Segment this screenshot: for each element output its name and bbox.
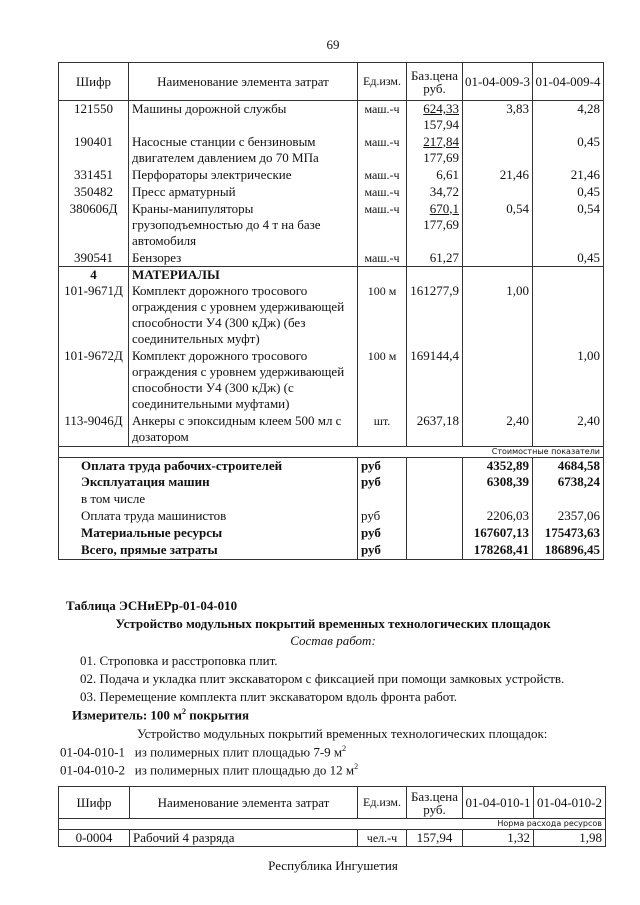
row-price bbox=[407, 413, 463, 446]
row-value-1 bbox=[463, 283, 533, 348]
text-line: 161277,9 bbox=[410, 283, 459, 298]
row-name bbox=[129, 184, 358, 201]
text-line: Комплект дорожного тросового bbox=[132, 283, 308, 298]
summary-value-2 bbox=[533, 474, 604, 491]
row-unit bbox=[358, 167, 407, 184]
row-code bbox=[59, 413, 129, 446]
section-title: Устройство модульных покрытий временных технологических площадок bbox=[115, 616, 551, 631]
empty-cell bbox=[407, 267, 463, 284]
row-price bbox=[407, 134, 463, 167]
summary-row bbox=[59, 491, 604, 508]
text-line: Перфораторы электрические bbox=[132, 166, 292, 182]
text-line: 100 м bbox=[367, 284, 397, 298]
summary-value-1 bbox=[463, 542, 533, 559]
summary-row bbox=[59, 525, 604, 542]
text-line: ограждения с уровнем удерживающей bbox=[132, 299, 345, 314]
row-value-2 bbox=[533, 167, 604, 184]
summary-value-1 bbox=[463, 457, 533, 474]
header-col1: 01-04-009-3 bbox=[463, 63, 533, 101]
summary-label bbox=[59, 542, 358, 559]
row-value-2: 1,98 bbox=[534, 830, 606, 847]
resources-table-01-04-009 bbox=[58, 62, 604, 560]
text-line: 6,61 bbox=[436, 166, 459, 182]
text-line: 670,1 bbox=[429, 200, 459, 216]
summary-row bbox=[59, 542, 604, 559]
text-line: Машины дорожной службы bbox=[132, 101, 287, 116]
row-code bbox=[59, 167, 129, 184]
row-unit bbox=[358, 184, 407, 201]
row-name bbox=[129, 250, 358, 267]
text-line: 3,83 bbox=[506, 101, 529, 116]
summary-row bbox=[59, 457, 604, 474]
header-col2: 01-04-009-4 bbox=[533, 63, 604, 101]
summary-row bbox=[59, 474, 604, 491]
row-price bbox=[407, 250, 463, 267]
text-line: соединительными муфтами) bbox=[132, 396, 290, 411]
row-unit: чел.-ч bbox=[358, 830, 407, 847]
summary-label bbox=[59, 491, 358, 508]
row-unit bbox=[358, 283, 407, 348]
text-line: 4,28 bbox=[577, 101, 600, 116]
summary-label bbox=[59, 525, 358, 542]
row-value-2 bbox=[533, 413, 604, 446]
summary-row bbox=[59, 508, 604, 525]
norm-label: Норма расхода ресурсов bbox=[59, 819, 606, 830]
row-value-1 bbox=[463, 201, 533, 250]
row-value-1 bbox=[463, 250, 533, 267]
text-line: маш.-ч bbox=[364, 102, 400, 116]
row-unit bbox=[358, 413, 407, 446]
text-line: 21,46 bbox=[499, 166, 529, 182]
text-line: 6308,39 bbox=[486, 474, 529, 489]
summary-unit bbox=[358, 542, 407, 559]
text-line: 121550 bbox=[74, 101, 113, 116]
works-heading: Состав работ: bbox=[290, 633, 376, 648]
text-line: 2,40 bbox=[506, 413, 529, 428]
row-unit bbox=[358, 250, 407, 267]
text-line: соединительных муфт) bbox=[132, 331, 260, 346]
summary-value-2 bbox=[533, 457, 604, 474]
row-value-1 bbox=[463, 184, 533, 201]
header-price: Баз.цена руб. bbox=[407, 63, 463, 101]
meter: Измеритель: 100 $м^2$ покрытия bbox=[72, 707, 250, 723]
summary-value-2 bbox=[533, 508, 604, 525]
text-line: 0,45 bbox=[577, 133, 600, 149]
row-price: 157,94 bbox=[407, 830, 463, 847]
row-code: 0-0004 bbox=[59, 830, 130, 847]
text-line: 1,00 bbox=[577, 348, 600, 363]
table-row bbox=[59, 134, 604, 167]
text-line: 331451 bbox=[74, 166, 113, 182]
summary-unit bbox=[358, 457, 407, 474]
text-line: в том числе bbox=[81, 491, 146, 506]
text-line: способности У4 (300 кДж) (с bbox=[132, 380, 294, 395]
text-line: шт. bbox=[373, 414, 391, 428]
empty-cell bbox=[533, 267, 604, 284]
empty-cell bbox=[407, 525, 463, 542]
summary-unit bbox=[358, 474, 407, 491]
row-value-1 bbox=[463, 413, 533, 446]
text-line: грузоподъемностью до 4 т на базе bbox=[132, 216, 321, 232]
text-line: руб bbox=[361, 474, 381, 489]
row-code bbox=[59, 184, 129, 201]
header-code: Шифр bbox=[59, 63, 129, 101]
page-number: 69 bbox=[326, 37, 340, 52]
row-value-2 bbox=[533, 201, 604, 250]
row-code bbox=[59, 134, 129, 167]
row-value-1 bbox=[463, 348, 533, 413]
empty-cell bbox=[407, 508, 463, 525]
row-value-1: 1,32 bbox=[463, 830, 534, 847]
text-line: 100 м bbox=[367, 349, 397, 363]
text-line: Материальные ресурсы bbox=[81, 525, 223, 540]
text-line: 61,27 bbox=[429, 249, 459, 265]
row-name bbox=[129, 283, 358, 348]
header-unit: Ед.изм. bbox=[358, 787, 407, 819]
row-value-2 bbox=[533, 283, 604, 348]
header-col2: 01-04-010-2 bbox=[534, 787, 606, 819]
text-line: маш.-ч bbox=[364, 250, 400, 265]
row-unit bbox=[358, 201, 407, 250]
text-line: МАТЕРИАЛЫ bbox=[132, 267, 220, 282]
text-line: 1,00 bbox=[506, 283, 529, 298]
header-price: Баз.цена руб. bbox=[407, 787, 463, 819]
table-row bbox=[59, 413, 604, 446]
summary-value-2 bbox=[533, 525, 604, 542]
text-line: 2637,18 bbox=[416, 413, 459, 428]
row-value-2 bbox=[533, 134, 604, 167]
row-value-1 bbox=[463, 134, 533, 167]
row-price bbox=[407, 167, 463, 184]
cost-indicators-row bbox=[59, 446, 604, 457]
summary-value-2 bbox=[533, 542, 604, 559]
footer-region: Республика Ингушетия bbox=[268, 858, 398, 873]
row-name bbox=[129, 167, 358, 184]
section-code bbox=[59, 267, 129, 284]
text-line: дозатором bbox=[132, 429, 189, 444]
text-line: 34,72 bbox=[429, 183, 459, 199]
text-line: 2357,06 bbox=[557, 508, 600, 523]
text-line: 4 bbox=[90, 267, 97, 282]
text-line: 217,84 bbox=[423, 133, 459, 149]
text-line: 186896,45 bbox=[544, 542, 600, 557]
text-line: Оплата труда рабочих-строителей bbox=[81, 457, 283, 473]
summary-label bbox=[59, 474, 358, 491]
text-line: 21,46 bbox=[570, 166, 600, 182]
row-code bbox=[59, 348, 129, 413]
row-price bbox=[407, 201, 463, 250]
empty-cell bbox=[407, 474, 463, 491]
text-line: 2,40 bbox=[577, 413, 600, 428]
text-line: 6738,24 bbox=[557, 474, 600, 489]
table-header bbox=[59, 787, 606, 819]
cost-indicators-label bbox=[59, 446, 604, 457]
text-line: 113-9046Д bbox=[64, 413, 123, 428]
row-value-1 bbox=[463, 101, 533, 134]
table-label: Таблица ЭСНиЕРр-01-04-010 bbox=[66, 598, 238, 613]
text-line: двигателем давлением до 70 МПа bbox=[132, 149, 319, 165]
text-line: 0,45 bbox=[577, 183, 600, 199]
text-line: ограждения с уровнем удерживающей bbox=[132, 364, 345, 379]
text-line: 624,33 bbox=[423, 101, 459, 116]
text-line: 177,69 bbox=[423, 216, 459, 232]
text-line: 4352,89 bbox=[486, 457, 529, 473]
header-col1: 01-04-010-1 bbox=[463, 787, 534, 819]
row-code bbox=[59, 250, 129, 267]
text-line: 0,45 bbox=[577, 249, 600, 265]
text-line: 178268,41 bbox=[473, 542, 529, 557]
row-name: Рабочий 4 разряда bbox=[130, 830, 358, 847]
text-line: маш.-ч bbox=[364, 201, 400, 216]
row-name bbox=[129, 134, 358, 167]
text-line: Краны-манипуляторы bbox=[132, 200, 254, 216]
row-price bbox=[407, 348, 463, 413]
row-code bbox=[59, 101, 129, 134]
row-name bbox=[129, 413, 358, 446]
summary-value-1 bbox=[463, 525, 533, 542]
text-line: 190401 bbox=[74, 133, 113, 149]
text-line: 169144,4 bbox=[410, 348, 459, 363]
variant-2: 01-04-010-2 из полимерных плит площадью до 12 $м^2$ bbox=[60, 762, 359, 778]
text-line: Пресс арматурный bbox=[132, 183, 236, 199]
row-price bbox=[407, 283, 463, 348]
text-line: 101-9671Д bbox=[64, 283, 123, 298]
table-row bbox=[59, 348, 604, 413]
text-line: руб bbox=[361, 542, 381, 557]
empty-cell bbox=[463, 267, 533, 284]
header-unit: Ед.изм. bbox=[358, 63, 407, 101]
text-line: способности У4 (300 кДж) (без bbox=[132, 315, 306, 330]
variant-1: 01-04-010-1 из полимерных плит площадью 7-9 $м^2$ bbox=[60, 744, 347, 760]
text-line: 177,69 bbox=[423, 149, 459, 165]
text-line: маш.-ч bbox=[364, 184, 400, 199]
text-line: Эксплуатация машин bbox=[81, 474, 210, 489]
text-line: 380606Д bbox=[69, 200, 118, 216]
text-line: руб bbox=[361, 525, 381, 540]
table-header bbox=[59, 63, 604, 101]
row-value-2 bbox=[533, 184, 604, 201]
table-row bbox=[59, 283, 604, 348]
row-value-2 bbox=[533, 348, 604, 413]
row-price bbox=[407, 184, 463, 201]
summary-value-2 bbox=[533, 491, 604, 508]
text-line: 101-9672Д bbox=[64, 348, 123, 363]
row-code bbox=[59, 283, 129, 348]
table-row bbox=[59, 167, 604, 184]
row-value-2 bbox=[533, 250, 604, 267]
summary-value-1 bbox=[463, 508, 533, 525]
text-line: 2206,03 bbox=[486, 508, 529, 523]
text-line: руб bbox=[361, 457, 381, 473]
summary-value-1 bbox=[463, 474, 533, 491]
row-value-1 bbox=[463, 167, 533, 184]
resources-table-01-04-010 bbox=[58, 786, 606, 847]
empty-cell bbox=[407, 491, 463, 508]
text-line: 350482 bbox=[74, 183, 113, 199]
table-row bbox=[59, 250, 604, 267]
table-row bbox=[59, 830, 606, 847]
summary-unit bbox=[358, 491, 407, 508]
text-line: маш.-ч bbox=[364, 167, 400, 182]
text-line: 0,54 bbox=[506, 200, 529, 216]
row-unit bbox=[358, 348, 407, 413]
variants-intro: Устройство модульных покрытий временных технологических площадок: bbox=[137, 726, 548, 741]
row-name bbox=[129, 348, 358, 413]
header-name: Наименование элемента затрат bbox=[130, 787, 358, 819]
table-row bbox=[59, 184, 604, 201]
row-name bbox=[129, 201, 358, 250]
table-row bbox=[59, 101, 604, 134]
text-line: 390541 bbox=[74, 249, 113, 265]
text-line: 175473,63 bbox=[544, 525, 600, 540]
summary-unit bbox=[358, 508, 407, 525]
empty-cell bbox=[407, 542, 463, 559]
norm-row bbox=[59, 819, 606, 830]
text-line: Насосные станции с бензиновым bbox=[132, 133, 316, 149]
row-price bbox=[407, 101, 463, 134]
summary-unit bbox=[358, 525, 407, 542]
row-name bbox=[129, 101, 358, 134]
text-line: 4684,58 bbox=[557, 457, 600, 473]
row-unit bbox=[358, 134, 407, 167]
text-line: 167607,13 bbox=[473, 525, 529, 540]
work-item: 01. Строповка и расстроповка плит. bbox=[80, 653, 278, 668]
summary-label bbox=[59, 457, 358, 474]
row-value-2 bbox=[533, 101, 604, 134]
summary-value-1 bbox=[463, 491, 533, 508]
text-line: Оплата труда машинистов bbox=[81, 508, 227, 523]
text-line: Анкеры с эпоксидным клеем 500 мл с bbox=[132, 413, 342, 428]
text-line: маш.-ч bbox=[364, 134, 400, 149]
work-item: 03. Перемещение комплекта плит экскаватором вдоль фронта работ. bbox=[80, 689, 458, 704]
text-line: руб bbox=[361, 508, 381, 523]
text-line: Всего, прямые затраты bbox=[81, 542, 218, 557]
text-line: Стоимостные показатели bbox=[491, 446, 600, 456]
text-line: автомобиля bbox=[132, 232, 197, 248]
table-row bbox=[59, 201, 604, 250]
section-name bbox=[129, 267, 358, 284]
text-line: 0,54 bbox=[577, 200, 600, 216]
row-code bbox=[59, 201, 129, 250]
text-line: Комплект дорожного тросового bbox=[132, 348, 308, 363]
empty-cell bbox=[407, 457, 463, 474]
header-name: Наименование элемента затрат bbox=[129, 63, 358, 101]
summary-label bbox=[59, 508, 358, 525]
header-code: Шифр bbox=[59, 787, 130, 819]
section-row bbox=[59, 267, 604, 284]
text-line: 157,94 bbox=[423, 117, 459, 132]
empty-cell bbox=[358, 267, 407, 284]
work-item: 02. Подача и укладка плит экскаватором с фиксацией при помощи замковых устройств. bbox=[80, 671, 565, 686]
row-unit bbox=[358, 101, 407, 134]
text-line: Бензорез bbox=[132, 249, 182, 265]
